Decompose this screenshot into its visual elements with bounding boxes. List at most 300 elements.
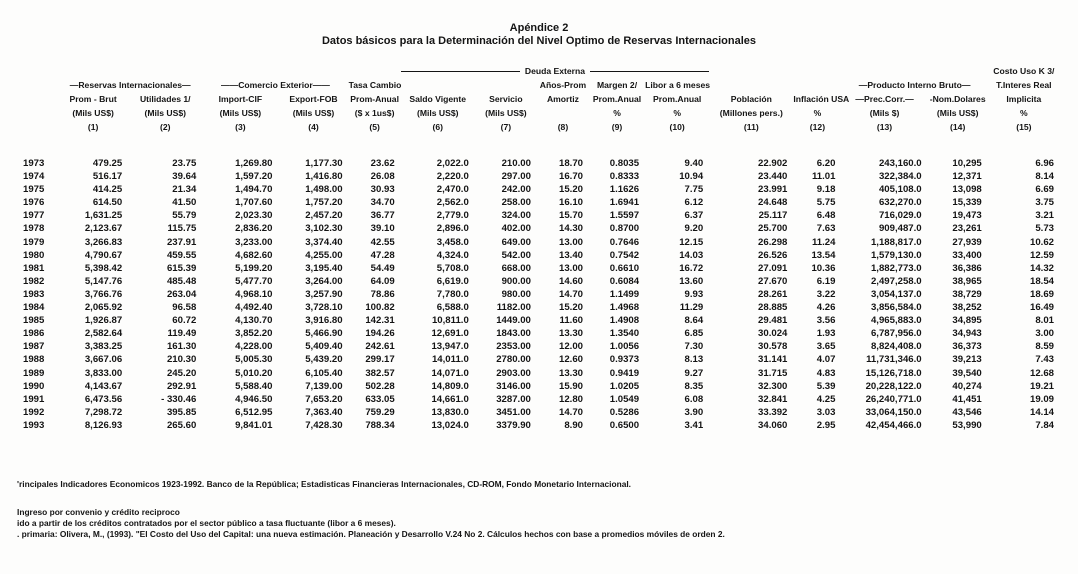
table-row (18, 249, 1060, 262)
data-cell: 12.00 (558, 341, 583, 353)
data-cell: 10,811.0 (431, 315, 469, 327)
data-cell: 2.95 (816, 419, 836, 431)
data-cell: 26.298 (758, 236, 788, 248)
data-cell: 909,487.0 (878, 223, 922, 235)
data-cell: 14.32 (1029, 262, 1054, 274)
data-cell: 43,546 (952, 406, 982, 418)
header-cell: Tasa Cambio (348, 80, 402, 90)
data-cell: 1.93 (816, 328, 836, 340)
data-cell: 7,363.40 (305, 406, 343, 418)
data-cell: 25.700 (758, 223, 788, 235)
index-row (18, 120, 1060, 140)
data-cell: 8.59 (1035, 341, 1054, 353)
data-cell: 1182.00 (496, 302, 531, 314)
header-cell: % (613, 108, 621, 118)
data-cell: 649.00 (501, 236, 531, 248)
title-block (0, 22, 1078, 48)
data-cell: 18.70 (558, 158, 583, 169)
data-cell: 16.10 (558, 197, 583, 209)
header-cell (537, 106, 589, 120)
data-cell: 292.91 (166, 380, 197, 392)
header-cell: (Mils US$) (72, 108, 114, 118)
data-cell: 13.00 (558, 262, 583, 274)
table-row (18, 314, 1060, 327)
data-cell: 245.20 (166, 367, 197, 379)
data-cell: 13,947.0 (431, 341, 469, 353)
data-cell: 13.30 (558, 328, 583, 340)
data-cell: 2780.00 (496, 354, 531, 366)
data-cell: 5.73 (1035, 223, 1054, 235)
table-row (18, 196, 1060, 209)
data-cell: 13,024.0 (431, 419, 469, 431)
data-cell: 19.09 (1029, 393, 1054, 405)
data-cell: 265.60 (166, 419, 197, 431)
header-cell: —Reservas Internacionales— (69, 80, 191, 90)
year-cell: 1988 (23, 354, 45, 366)
header-cell (18, 120, 58, 140)
header-cell: —Prec.Corr.— (855, 94, 914, 104)
data-cell: 2,836.20 (235, 223, 273, 235)
header-cell: ——Comercio Exterior—— (221, 80, 330, 90)
table-row (18, 406, 1060, 419)
header-cell: Población (730, 94, 772, 104)
data-cell: 5,477.70 (235, 275, 273, 287)
data-cell: 23,261 (952, 223, 982, 235)
data-cell: 54.49 (370, 262, 395, 274)
table-body (18, 140, 1060, 432)
data-cell: 788.34 (365, 419, 395, 431)
data-cell: 3.03 (816, 406, 836, 418)
header-cell: ($ x 1us$) (354, 108, 395, 118)
data-cell: 459.55 (166, 249, 197, 261)
data-cell: 3,458.0 (436, 236, 469, 248)
data-cell: 297.00 (501, 171, 531, 183)
year-cell: 1978 (23, 223, 45, 235)
data-cell: 668.00 (501, 262, 531, 274)
data-cell: 5,199.20 (235, 262, 273, 274)
data-cell: 479.25 (92, 158, 123, 169)
data-cell: 11.24 (811, 236, 836, 248)
data-cell: 115.75 (167, 223, 197, 235)
data-cell: 3,264.00 (305, 275, 343, 287)
data-cell: 34,943 (952, 328, 982, 340)
year-cell: 1980 (23, 249, 45, 261)
data-cell: 3.56 (816, 315, 836, 327)
header-cell (401, 64, 710, 78)
data-cell: 31.141 (758, 354, 788, 366)
data-cell: 7,139.00 (305, 380, 343, 392)
data-cell: 322,384.0 (878, 171, 922, 183)
footnote-3: . primaria: Olivera, M., (1993). "El Costo del Uso del Capital: una nueva estimación. Planeación y Desarrollo V.24 No 2. Cálculos hechos con base a promedios móviles de orden 2. (17, 529, 725, 539)
data-cell: 3451.00 (496, 406, 531, 418)
table-row (18, 367, 1060, 380)
data-cell: 10,295 (952, 158, 982, 169)
data-cell: 4,965,883.0 (870, 315, 922, 327)
data-cell: 40,274 (952, 380, 982, 392)
data-cell: 7,653.20 (305, 393, 343, 405)
data-cell: 23.991 (758, 184, 788, 196)
table-head (18, 64, 1060, 140)
data-cell: 1,926.87 (84, 315, 123, 327)
data-cell: 26.08 (370, 171, 395, 183)
header-cell (475, 78, 537, 92)
data-cell: 2,457.20 (305, 210, 343, 222)
data-cell: 395.85 (166, 406, 197, 418)
year-cell: 1990 (23, 380, 45, 392)
table-row (18, 222, 1060, 235)
data-cell: 759.29 (365, 406, 395, 418)
data-cell: 60.72 (172, 315, 197, 327)
data-cell: 4,324.0 (436, 249, 469, 261)
data-cell: 6.85 (684, 328, 704, 340)
data-cell: 324.00 (501, 210, 531, 222)
data-cell: 14,809.0 (431, 380, 469, 392)
data-cell: 9,841.01 (235, 419, 273, 431)
data-cell: 3,766.76 (84, 288, 123, 300)
data-cell: 25.117 (758, 210, 788, 222)
data-cell: 3.65 (816, 341, 836, 353)
data-cell: 1.3540 (609, 328, 640, 340)
year-cell: 1976 (23, 197, 45, 209)
data-cell: 14.03 (679, 249, 704, 261)
year-cell: 1983 (23, 288, 45, 300)
data-cell: 38,965 (952, 275, 982, 287)
data-cell: 8.90 (564, 419, 583, 431)
header-cell: —Producto Interno Bruto— (858, 80, 971, 90)
data-cell: 1,882,773.0 (870, 262, 922, 274)
data-cell: 8,824,408.0 (870, 341, 922, 353)
data-cell: 5,010.20 (235, 367, 273, 379)
header-cell (793, 78, 841, 92)
table-row (18, 236, 1060, 249)
data-cell: 0.9419 (609, 367, 640, 379)
data-cell: 542.00 (501, 249, 531, 261)
data-cell: 4,968.10 (235, 288, 273, 300)
header-cell: (Mils US$) (219, 108, 262, 118)
data-cell: 405,108.0 (878, 184, 922, 196)
data-cell: 2,023.30 (235, 210, 273, 222)
table-row (18, 288, 1060, 301)
data-cell: 3,852.20 (235, 328, 273, 340)
data-cell: 78.86 (370, 288, 395, 300)
year-cell: 1987 (23, 341, 45, 353)
data-cell: 6.37 (684, 210, 704, 222)
header-cell: (5) (369, 122, 380, 132)
data-cell: 237.91 (166, 236, 197, 248)
header-cell: (Mils US$) (485, 108, 527, 118)
data-cell: 0.8700 (609, 223, 640, 235)
data-cell: 633.05 (365, 393, 395, 405)
header-cell: Servicio (489, 94, 523, 104)
header-cell: Inflación USA (793, 94, 850, 104)
data-cell: 6,473.56 (84, 393, 123, 405)
data-cell: 1,579,130.0 (870, 249, 922, 261)
data-cell: 1,707.60 (235, 197, 273, 209)
data-cell: 3,102.30 (305, 223, 343, 235)
data-cell: 9.18 (816, 184, 836, 196)
table-row (18, 340, 1060, 353)
header-cell: (Millones pers.) (719, 108, 783, 118)
data-cell: 210.00 (501, 158, 531, 169)
year-cell: 1989 (23, 367, 45, 379)
table-row (18, 262, 1060, 275)
data-cell: 502.28 (365, 380, 395, 392)
header-cell: % (813, 108, 822, 118)
data-cell: 2,065.92 (84, 302, 123, 314)
data-cell: 2,220.0 (436, 171, 469, 183)
data-cell: 242.00 (501, 184, 531, 196)
data-cell: 4,492.40 (235, 302, 273, 314)
data-cell: 1449.00 (496, 315, 531, 327)
data-cell: - 330.46 (161, 393, 197, 405)
data-cell: 15.20 (558, 302, 583, 314)
year-cell: 1985 (23, 315, 45, 327)
data-cell: 0.6084 (609, 275, 640, 287)
data-cell: 5,398.42 (84, 262, 123, 274)
header-cell: Implicita (1006, 94, 1042, 104)
data-cell: 485.48 (166, 275, 197, 287)
footnote-1: Ingreso por convenio y crédito reciproco (17, 507, 180, 517)
data-cell: 2,896.0 (436, 223, 469, 235)
data-cell: 39,540 (952, 367, 982, 379)
year-cell: 1974 (23, 171, 45, 183)
data-cell: 5,708.0 (436, 262, 469, 274)
data-cell: 8.01 (1035, 315, 1054, 327)
data-cell: 6.69 (1035, 184, 1054, 196)
data-cell: 53,990 (952, 419, 982, 431)
data-cell: 28.885 (758, 302, 788, 314)
data-cell: 8.35 (684, 380, 704, 392)
header-cell: (Mils US$) (144, 108, 187, 118)
data-cell: 13.40 (558, 249, 583, 261)
data-cell: 3,266.83 (84, 236, 123, 248)
header-cell (709, 78, 793, 92)
table-row (18, 140, 1060, 170)
data-cell: 1.4968 (609, 302, 640, 314)
data-cell: 4,682.60 (235, 249, 273, 261)
year-cell: 1981 (23, 262, 45, 274)
data-cell: 14.60 (558, 275, 583, 287)
year-cell: 1993 (23, 419, 45, 431)
header-cell: Prom - Brut (69, 94, 117, 104)
data-cell: 3,383.25 (84, 341, 123, 353)
data-cell: 11.60 (559, 315, 583, 327)
data-cell: 6,512.95 (235, 406, 273, 418)
data-cell: 18.69 (1029, 288, 1054, 300)
data-cell: 2,779.0 (436, 210, 469, 222)
data-cell: 6,588.0 (436, 302, 469, 314)
data-cell: 13,830.0 (431, 406, 469, 418)
year-cell: 1979 (23, 236, 45, 248)
footnote-source: 'rincipales Indicadores Economicos 1923-1992. Banco de la República; Estadisticas Financieras Internacionales, CD-ROM, Fondo Monetario Internacional. (17, 479, 632, 489)
table-row (18, 170, 1060, 183)
header-cell: T.Interes Real (996, 80, 1052, 90)
data-cell: 23.440 (758, 171, 788, 183)
appendix-title: Apéndice 2 (509, 22, 569, 34)
data-cell: 5,147.76 (84, 275, 123, 287)
data-cell: 402.00 (501, 223, 531, 235)
data-cell: 632,270.0 (878, 197, 922, 209)
data-cell: 1,757.20 (305, 197, 343, 209)
group-rule: Deuda Externa (401, 64, 710, 78)
data-cell: 14.70 (558, 288, 583, 300)
reserves-data-table (18, 64, 1060, 432)
data-cell: 21.34 (172, 184, 197, 196)
data-cell: 6,619.0 (436, 275, 469, 287)
data-cell: 36,373 (952, 341, 982, 353)
table-row (18, 275, 1060, 288)
data-cell: 7.63 (816, 223, 836, 235)
data-cell: 1.6941 (609, 197, 640, 209)
data-cell: 1.4908 (609, 315, 640, 327)
data-cell: 8.64 (684, 315, 704, 327)
data-cell: 39.10 (370, 223, 395, 235)
data-cell: 41.50 (172, 197, 197, 209)
data-cell: 14.30 (558, 223, 583, 235)
data-cell: 3.41 (684, 419, 704, 431)
data-cell: 14,071.0 (431, 367, 469, 379)
data-cell: 8,126.93 (84, 419, 123, 431)
header-cell: (Mils US$) (292, 108, 335, 118)
data-cell: 12.68 (1029, 367, 1054, 379)
header-cell (18, 64, 401, 78)
data-cell: 27.091 (758, 262, 788, 274)
footnote-2: ido a partir de los créditos contratados por el sector público a tasa fluctuante (libor a 6 meses). (17, 518, 396, 528)
data-cell: 10.36 (811, 262, 836, 274)
data-cell: 11.01 (811, 171, 836, 183)
data-cell: 26.526 (758, 249, 788, 261)
header-cell (18, 92, 58, 106)
data-cell: 3,233.00 (235, 236, 273, 248)
data-cell: 29.481 (758, 315, 788, 327)
group-row (18, 78, 1060, 92)
header-cell: Margen 2/ (596, 80, 638, 90)
header-cell (18, 78, 58, 92)
label-row (18, 92, 1060, 106)
year-cell: 1982 (23, 275, 45, 287)
data-cell: 516.17 (92, 171, 123, 183)
data-cell: 13.30 (558, 367, 583, 379)
data-cell: 12.15 (679, 236, 704, 248)
data-cell: 7.30 (684, 341, 704, 353)
data-cell: 161.30 (166, 341, 197, 353)
data-cell: 30.93 (370, 184, 395, 196)
data-cell: 39,213 (952, 354, 982, 366)
data-cell: 299.17 (365, 354, 395, 366)
data-cell: 7.43 (1035, 354, 1054, 366)
data-cell: 34.70 (370, 197, 395, 209)
data-cell: 3,374.40 (305, 236, 343, 248)
header-cell: (12) (809, 122, 826, 132)
header-cell (709, 64, 988, 78)
data-cell: 20,228,122.0 (865, 380, 922, 392)
data-cell: 7.84 (1035, 419, 1054, 431)
data-cell: 716,029.0 (878, 210, 922, 222)
data-cell: 6.08 (684, 393, 704, 405)
data-cell: 96.58 (172, 302, 197, 314)
data-cell: 18.54 (1029, 275, 1054, 287)
header-cell (401, 78, 475, 92)
header-cell: Prom-Anual (350, 94, 399, 104)
data-cell: 34,895 (952, 315, 982, 327)
data-cell: 2,562.0 (436, 197, 469, 209)
data-cell: 3379.90 (496, 419, 531, 431)
data-cell: 3,916.80 (305, 315, 343, 327)
data-cell: 47.28 (370, 249, 395, 261)
data-cell: 13,098 (952, 184, 982, 196)
data-cell: 7,298.72 (84, 406, 123, 418)
header-cell: (9) (611, 122, 623, 132)
data-cell: 33,064,150.0 (865, 406, 922, 418)
data-cell: 55.79 (172, 210, 197, 222)
table-row (18, 353, 1060, 366)
data-cell: 9.20 (684, 223, 704, 235)
data-cell: 3,054,137.0 (870, 288, 922, 300)
data-cell: 1.1626 (609, 184, 640, 196)
data-cell: 6.20 (816, 158, 836, 169)
data-cell: 6.19 (816, 275, 836, 287)
header-cell: (14) (950, 122, 966, 132)
table-row (18, 209, 1060, 222)
year-cell: 1975 (23, 184, 45, 196)
data-cell: 614.50 (92, 197, 123, 209)
data-cell: 0.9373 (609, 354, 640, 366)
header-cell: (8) (557, 122, 569, 132)
data-cell: 9.93 (684, 288, 704, 300)
data-cell: 2903.00 (496, 367, 531, 379)
data-cell: 3,257.90 (305, 288, 343, 300)
data-cell: 0.6610 (609, 262, 640, 274)
data-cell: 19.21 (1029, 380, 1054, 392)
data-cell: 19,473 (952, 210, 982, 222)
data-cell: 4,143.67 (84, 380, 123, 392)
data-cell: 4,130.70 (235, 315, 273, 327)
header-cell: (4) (308, 122, 319, 132)
data-cell: 4,790.67 (84, 249, 123, 261)
data-cell: 13.00 (558, 236, 583, 248)
data-cell: 414.25 (92, 184, 123, 196)
data-cell: 42.55 (370, 236, 395, 248)
data-cell: 14.70 (558, 406, 583, 418)
data-cell: 8.14 (1035, 171, 1054, 183)
data-cell: 3,728.10 (305, 302, 343, 314)
data-cell: 1,498.00 (305, 184, 343, 196)
data-cell: 1,269.80 (235, 158, 273, 169)
year-cell: 1986 (23, 328, 45, 340)
data-cell: 3,833.00 (84, 367, 123, 379)
header-cell: Prom.Anual (592, 94, 642, 104)
data-cell: 16.72 (679, 262, 704, 274)
header-cell: (13) (876, 122, 893, 132)
header-cell: Amortiz (546, 94, 579, 104)
table-row (18, 380, 1060, 393)
header-cell: (11) (743, 122, 759, 132)
data-cell: 3.90 (684, 406, 704, 418)
data-cell: 1,597.20 (235, 171, 273, 183)
data-cell: 41,451 (952, 393, 982, 405)
data-cell: 31.715 (758, 367, 788, 379)
data-cell: 33,400 (952, 249, 982, 261)
header-cell: -Nom.Dolares (929, 94, 986, 104)
data-cell: 5,588.40 (235, 380, 273, 392)
data-cell: 12,371 (952, 171, 982, 183)
data-cell: 1843.00 (496, 328, 531, 340)
year-cell: 1977 (23, 210, 45, 222)
data-cell: 1,416.80 (305, 171, 343, 183)
data-cell: 7,780.0 (436, 288, 469, 300)
data-cell: 900.00 (501, 275, 531, 287)
data-cell: 13.60 (679, 275, 704, 287)
